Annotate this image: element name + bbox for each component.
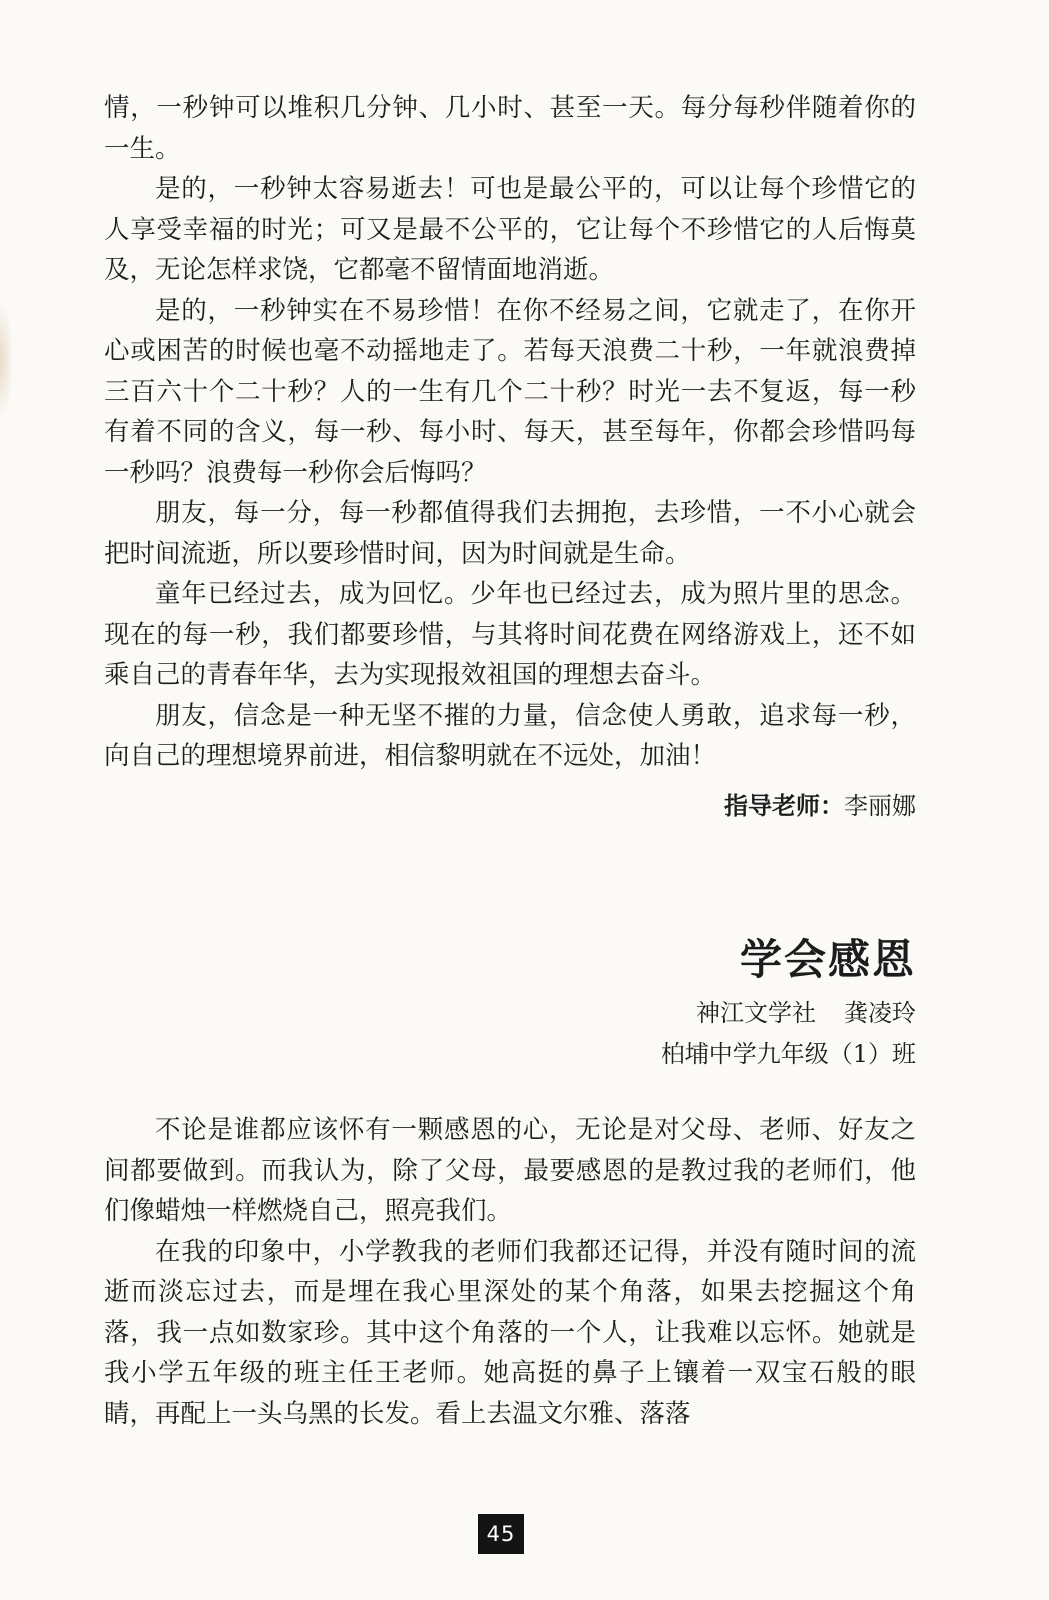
essay1-paragraph-6: 朋友，信念是一种无坚不摧的力量，信念使人勇敢，追求每一秒，向自己的理想境界前进，相信黎明就在不远处，加油！: [104, 700, 916, 771]
essay1-paragraph-4: 朋友，每一分，每一秒都值得我们去拥抱，去珍惜，一不小心就会把时间流逝，所以要珍惜时间，因为时间就是生命。: [104, 498, 916, 569]
essay2-title: 学会感恩: [739, 935, 916, 984]
advisor-credit: [724, 786, 916, 826]
advisor-label: 指导老师：: [724, 792, 844, 820]
author-name: 龚凌玲: [844, 999, 916, 1027]
essay2-byline-class: 柏埔中学九年级（1）班: [660, 1040, 916, 1068]
essay1-paragraph-5: 童年已经过去，成为回忆。少年也已经过去，成为照片里的思念。现在的每一秒，我们都要珍惜，与其将时间花费在网络游戏上，还不如乘自己的青春年华，去为实现报效祖国的理想去奋斗。: [104, 579, 916, 690]
essay2-paragraph-2: 在我的印象中，小学教我的老师们我都还记得，并没有随时间的流逝而淡忘过去，而是埋在我心里深处的某个角落，如果去挖掘这个角落，我一点如数家珍。其中这个角落的一个人，让我难以忘怀。她就是我小学五年级的班主任王老师。她高挺的鼻子上镶着一双宝石般的眼睛，再配上一头乌黑的长发。看上去温文尔雅、落落: [104, 1236, 916, 1429]
essay2-byline-society: [696, 993, 916, 1033]
essay2-body: [104, 1110, 916, 1434]
essay1-paragraph-3: 是的，一秒钟实在不易珍惜！在你不经易之间，它就走了，在你开心或困苦的时候也毫不动摇地走了。若每天浪费二十秒，一年就浪费掉三百六十个二十秒？人的一生有几个二十秒？时光一去不复返，每一秒有着不同的含义，每一秒、每小时、每天，甚至每年，你都会珍惜吗每一秒吗？浪费每一秒你会后悔吗？: [104, 295, 916, 488]
essay1-paragraph-1: 情，一秒钟可以堆积几分钟、几小时、甚至一天。每分每秒伴随着你的一生。: [104, 93, 916, 164]
page-edge-shadow: [0, 300, 14, 420]
essay2-paragraph-1: 不论是谁都应该怀有一颗感恩的心，无论是对父母、老师、好友之间都要做到。而我认为，除了父母，最要感恩的是教过我的老师们，他们像蜡烛一样燃烧自己，照亮我们。: [104, 1115, 916, 1226]
advisor-name: 李丽娜: [844, 792, 916, 820]
society-name: 神江文学社: [696, 999, 816, 1027]
essay1-body: [104, 88, 916, 777]
essay1-paragraph-2: 是的，一秒钟太容易逝去！可也是最公平的，可以让每个珍惜它的人享受幸福的时光；可又是最不公平的，它让每个不珍惜它的人后悔莫及，无论怎样求饶，它都毫不留情面地消逝。: [104, 174, 916, 285]
page-number: 45: [478, 1514, 524, 1554]
